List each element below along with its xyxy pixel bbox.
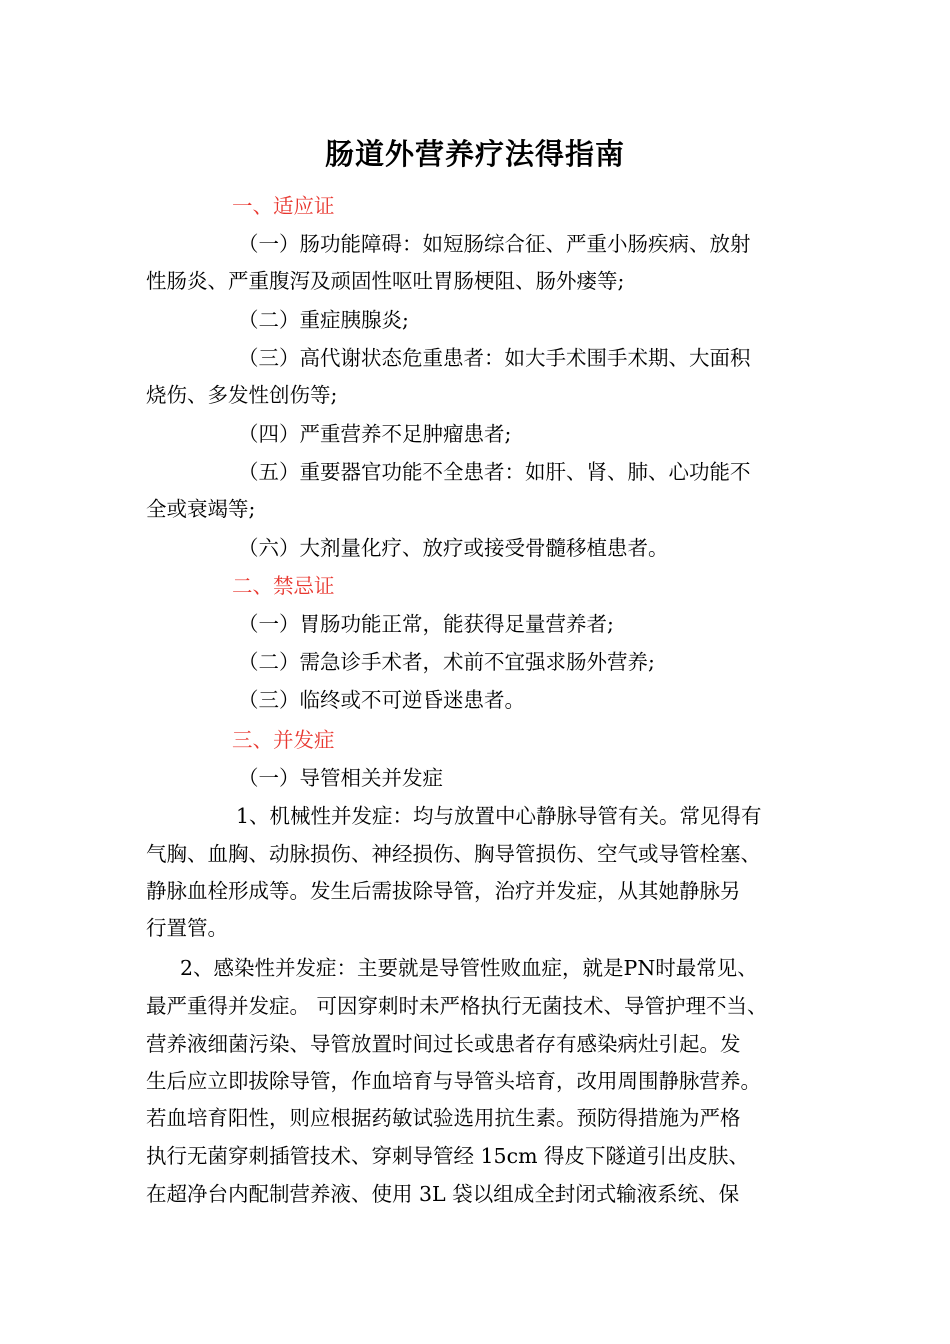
paragraph-line: 烧伤、多发性创伤等;	[146, 383, 338, 407]
paragraph-line: （二）需急诊手术者，术前不宜强求肠外营养;	[238, 650, 655, 674]
paragraph-line: （四）严重营养不足肿瘤患者;	[238, 422, 512, 446]
section-heading-indications: 一、适应证	[232, 194, 335, 218]
paragraph-line: （一）肠功能障碍：如短肠综合征、严重小肠疾病、放射	[238, 232, 751, 256]
paragraph-line: （二）重症胰腺炎;	[238, 308, 409, 332]
document-title: 肠道外营养疗法得指南	[324, 137, 625, 171]
paragraph-line: （五）重要器官功能不全患者：如肝、肾、肺、心功能不	[238, 460, 751, 484]
paragraph-line: （三）临终或不可逆昏迷患者。	[238, 688, 525, 712]
paragraph-line: 2、感染性并发症：主要就是导管性败血症，就是PN时最常见、	[180, 956, 758, 980]
paragraph-line: 营养液细菌污染、导管放置时间过长或患者存有感染病灶引起。发	[146, 1032, 741, 1056]
paragraph-line: 执行无菌穿刺插管技术、穿刺导管经 15cm 得皮下隧道引出皮肤、	[146, 1144, 750, 1168]
subsection-heading: （一）导管相关并发症	[238, 766, 443, 790]
section-heading-contraindications: 二、禁忌证	[232, 574, 335, 598]
paragraph-line: 最严重得并发症。 可因穿刺时未严格执行无菌技术、导管护理不当、	[146, 994, 768, 1018]
paragraph-line: 静脉血栓形成等。发生后需拔除导管，治疗并发症，从其她静脉另	[146, 879, 741, 903]
paragraph-line: （一）胃肠功能正常，能获得足量营养者;	[238, 612, 614, 636]
paragraph-line: 性肠炎、严重腹泻及顽固性呕吐胃肠梗阻、肠外瘘等;	[146, 269, 625, 293]
paragraph-line: 若血培育阳性，则应根据药敏试验选用抗生素。预防得措施为严格	[146, 1106, 741, 1130]
section-heading-complications: 三、并发症	[232, 728, 335, 752]
paragraph-line: （六）大剂量化疗、放疗或接受骨髓移植患者。	[238, 536, 669, 560]
paragraph-line: 1、机械性并发症：均与放置中心静脉导管有关。常见得有	[236, 804, 762, 828]
paragraph-line: 行置管。	[146, 916, 228, 940]
paragraph-line: 全或衰竭等;	[146, 497, 256, 521]
paragraph-line: 在超净台内配制营养液、使用 3L 袋以组成全封闭式输液系统、保	[146, 1182, 740, 1206]
paragraph-line: 生后应立即拔除导管，作血培育与导管头培育，改用周围静脉营养。	[146, 1069, 761, 1093]
paragraph-line: 气胸、血胸、动脉损伤、神经损伤、胸导管损伤、空气或导管栓塞、	[146, 842, 761, 866]
paragraph-line: （三）高代谢状态危重患者：如大手术围手术期、大面积	[238, 346, 751, 370]
